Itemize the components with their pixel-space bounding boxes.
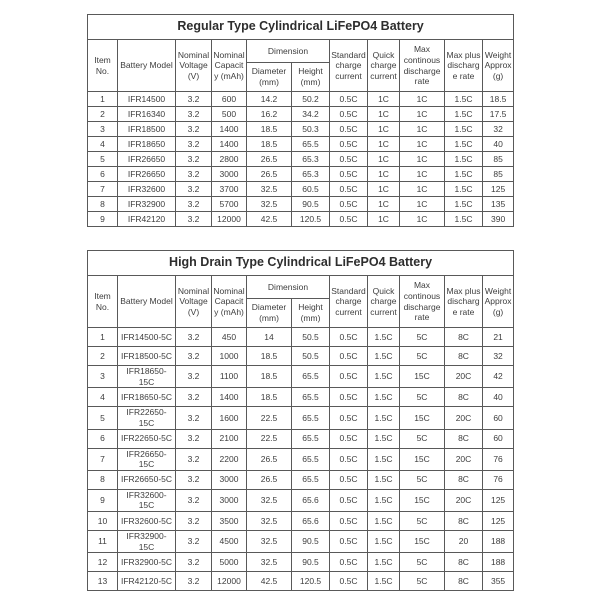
cell: 3.2 bbox=[176, 407, 212, 429]
cell: 120.5 bbox=[292, 212, 330, 227]
cell: 18.5 bbox=[247, 122, 292, 137]
cell: 42.5 bbox=[247, 572, 292, 591]
cell: 26.5 bbox=[247, 470, 292, 489]
cell: 125 bbox=[483, 489, 514, 511]
cell: 3.2 bbox=[176, 92, 212, 107]
cell: 1C bbox=[368, 197, 400, 212]
cell: 0.5C bbox=[330, 137, 368, 152]
cell: 32.5 bbox=[247, 489, 292, 511]
cell: 8C bbox=[445, 553, 483, 572]
cell: 14 bbox=[247, 328, 292, 347]
cell: 40 bbox=[483, 388, 514, 407]
cell: 76 bbox=[483, 470, 514, 489]
table-title: Regular Type Cylindrical LiFePO4 Battery bbox=[88, 15, 514, 40]
col-header-max-continous: Max continous discharge rate bbox=[400, 40, 445, 92]
cell: 3 bbox=[88, 122, 118, 137]
cell: 18.5 bbox=[247, 388, 292, 407]
cell: 15C bbox=[400, 407, 445, 429]
cell: 5000 bbox=[212, 553, 247, 572]
col-header-battery-model: Battery Model bbox=[118, 276, 176, 328]
col-header-nominal-voltage: Nominal Voltage (V) bbox=[176, 40, 212, 92]
col-header-item-no: Item No. bbox=[88, 276, 118, 328]
cell: 65.3 bbox=[292, 152, 330, 167]
cell: 18.5 bbox=[483, 92, 514, 107]
cell: 1 bbox=[88, 328, 118, 347]
cell: 20C bbox=[445, 407, 483, 429]
cell: 3.2 bbox=[176, 122, 212, 137]
cell: 1.5C bbox=[368, 347, 400, 366]
col-header-max-continous: Max continous discharge rate bbox=[400, 276, 445, 328]
table-row bbox=[88, 328, 514, 347]
cell: 8 bbox=[88, 197, 118, 212]
table-row bbox=[88, 448, 514, 470]
cell: 1.5C bbox=[445, 197, 483, 212]
cell: 5 bbox=[88, 152, 118, 167]
cell: 50.5 bbox=[292, 347, 330, 366]
cell: 3 bbox=[88, 366, 118, 388]
cell: 1.5C bbox=[368, 388, 400, 407]
table-row bbox=[88, 122, 514, 137]
cell: 125 bbox=[483, 182, 514, 197]
col-header-nominal-capacity: Nominal Capacity (mAh) bbox=[212, 276, 247, 328]
cell: 32.5 bbox=[247, 197, 292, 212]
col-header-standard-charge: Standard charge current bbox=[330, 40, 368, 92]
cell: 32.5 bbox=[247, 182, 292, 197]
cell: 1C bbox=[400, 107, 445, 122]
col-header-diameter: Diameter (mm) bbox=[247, 63, 292, 92]
col-header-battery-model: Battery Model bbox=[118, 40, 176, 92]
cell: IFR18650-5C bbox=[118, 388, 176, 407]
col-header-nominal-capacity: Nominal Capacity (mAh) bbox=[212, 40, 247, 92]
cell: 65.3 bbox=[292, 167, 330, 182]
cell: IFR32600 bbox=[118, 182, 176, 197]
regular-type-battery-table bbox=[87, 14, 514, 227]
cell: 1.5C bbox=[368, 531, 400, 553]
cell: 32 bbox=[483, 347, 514, 366]
cell: 1C bbox=[368, 212, 400, 227]
table-row bbox=[88, 167, 514, 182]
cell: 26.5 bbox=[247, 152, 292, 167]
col-header-quick-charge: Quick charge current bbox=[368, 276, 400, 328]
cell: 65.5 bbox=[292, 388, 330, 407]
cell: 5C bbox=[400, 553, 445, 572]
cell: 22.5 bbox=[247, 429, 292, 448]
cell: 3700 bbox=[212, 182, 247, 197]
cell: 7 bbox=[88, 448, 118, 470]
cell: 1.5C bbox=[368, 407, 400, 429]
cell: 85 bbox=[483, 152, 514, 167]
cell: 390 bbox=[483, 212, 514, 227]
cell: 65.5 bbox=[292, 366, 330, 388]
cell: 0.5C bbox=[330, 512, 368, 531]
cell: 1C bbox=[400, 182, 445, 197]
cell: 188 bbox=[483, 531, 514, 553]
cell: 0.5C bbox=[330, 388, 368, 407]
cell: IFR18650 bbox=[118, 137, 176, 152]
cell: 8C bbox=[445, 388, 483, 407]
cell: 1.5C bbox=[445, 182, 483, 197]
cell: 26.5 bbox=[247, 167, 292, 182]
cell: 3.2 bbox=[176, 212, 212, 227]
cell: 76 bbox=[483, 448, 514, 470]
cell: 5C bbox=[400, 347, 445, 366]
cell: 1C bbox=[368, 137, 400, 152]
cell: 26.5 bbox=[247, 448, 292, 470]
table-row bbox=[88, 92, 514, 107]
cell: 3.2 bbox=[176, 328, 212, 347]
cell: 0.5C bbox=[330, 197, 368, 212]
cell: 6 bbox=[88, 167, 118, 182]
cell: 1C bbox=[400, 167, 445, 182]
cell: 125 bbox=[483, 512, 514, 531]
cell: 1C bbox=[400, 212, 445, 227]
table-row bbox=[88, 137, 514, 152]
cell: IFR26650 bbox=[118, 167, 176, 182]
cell: 15C bbox=[400, 489, 445, 511]
cell: 1C bbox=[400, 122, 445, 137]
col-header-height: Height (mm) bbox=[292, 299, 330, 328]
cell: 1C bbox=[400, 197, 445, 212]
cell: 5700 bbox=[212, 197, 247, 212]
table-row bbox=[88, 531, 514, 553]
table-title: High Drain Type Cylindrical LiFePO4 Battery bbox=[88, 251, 514, 276]
cell: 4500 bbox=[212, 531, 247, 553]
cell: 0.5C bbox=[330, 92, 368, 107]
cell: 3000 bbox=[212, 167, 247, 182]
table-row bbox=[88, 197, 514, 212]
cell: IFR22650-15C bbox=[118, 407, 176, 429]
cell: 32 bbox=[483, 122, 514, 137]
cell: IFR26650-5C bbox=[118, 470, 176, 489]
cell: 85 bbox=[483, 167, 514, 182]
cell: 7 bbox=[88, 182, 118, 197]
cell: 50.5 bbox=[292, 328, 330, 347]
cell: 450 bbox=[212, 328, 247, 347]
table-row bbox=[88, 470, 514, 489]
cell: IFR32900-5C bbox=[118, 553, 176, 572]
cell: 1C bbox=[400, 137, 445, 152]
cell: IFR32600-5C bbox=[118, 512, 176, 531]
cell: 8C bbox=[445, 347, 483, 366]
cell: 90.5 bbox=[292, 553, 330, 572]
cell: 0.5C bbox=[330, 429, 368, 448]
cell: 1.5C bbox=[368, 328, 400, 347]
cell: 1.5C bbox=[368, 470, 400, 489]
cell: 0.5C bbox=[330, 122, 368, 137]
cell: 60.5 bbox=[292, 182, 330, 197]
cell: 0.5C bbox=[330, 107, 368, 122]
cell: 0.5C bbox=[330, 407, 368, 429]
cell: 600 bbox=[212, 92, 247, 107]
cell: 1C bbox=[368, 167, 400, 182]
cell: 12000 bbox=[212, 212, 247, 227]
cell: 1C bbox=[400, 152, 445, 167]
cell: 15C bbox=[400, 531, 445, 553]
cell: 65.5 bbox=[292, 448, 330, 470]
cell: IFR32900 bbox=[118, 197, 176, 212]
cell: 12000 bbox=[212, 572, 247, 591]
col-header-quick-charge: Quick charge current bbox=[368, 40, 400, 92]
cell: 3.2 bbox=[176, 572, 212, 591]
cell: 1.5C bbox=[445, 137, 483, 152]
cell: IFR22650-5C bbox=[118, 429, 176, 448]
cell: 10 bbox=[88, 512, 118, 531]
cell: 188 bbox=[483, 553, 514, 572]
cell: IFR42120 bbox=[118, 212, 176, 227]
cell: 8C bbox=[445, 572, 483, 591]
cell: 2100 bbox=[212, 429, 247, 448]
cell: 8C bbox=[445, 512, 483, 531]
col-header-dimension: Dimension bbox=[247, 40, 330, 63]
cell: 65.6 bbox=[292, 512, 330, 531]
cell: 1.5C bbox=[368, 572, 400, 591]
cell: 8 bbox=[88, 470, 118, 489]
cell: IFR16340 bbox=[118, 107, 176, 122]
cell: 32.5 bbox=[247, 553, 292, 572]
table-row bbox=[88, 182, 514, 197]
cell: 20C bbox=[445, 489, 483, 511]
cell: IFR18500-5C bbox=[118, 347, 176, 366]
cell: 3.2 bbox=[176, 512, 212, 531]
cell: 3.2 bbox=[176, 448, 212, 470]
cell: 14.2 bbox=[247, 92, 292, 107]
cell: 12 bbox=[88, 553, 118, 572]
cell: 1000 bbox=[212, 347, 247, 366]
cell: 1400 bbox=[212, 388, 247, 407]
cell: 5C bbox=[400, 429, 445, 448]
cell: 4 bbox=[88, 137, 118, 152]
cell: 21 bbox=[483, 328, 514, 347]
cell: 1.5C bbox=[445, 167, 483, 182]
cell: 1.5C bbox=[368, 429, 400, 448]
cell: 355 bbox=[483, 572, 514, 591]
cell: 11 bbox=[88, 531, 118, 553]
table-row bbox=[88, 572, 514, 591]
cell: 1.5C bbox=[445, 212, 483, 227]
col-header-max-plus: Max plus discharge rate bbox=[445, 40, 483, 92]
col-header-dimension: Dimension bbox=[247, 276, 330, 299]
cell: 3.2 bbox=[176, 470, 212, 489]
cell: 32.5 bbox=[247, 531, 292, 553]
table-row bbox=[88, 107, 514, 122]
table-row bbox=[88, 512, 514, 531]
cell: 18.5 bbox=[247, 137, 292, 152]
cell: 0.5C bbox=[330, 167, 368, 182]
cell: 3.2 bbox=[176, 347, 212, 366]
cell: 1400 bbox=[212, 137, 247, 152]
cell: 1.5C bbox=[368, 366, 400, 388]
cell: 4 bbox=[88, 388, 118, 407]
cell: 50.2 bbox=[292, 92, 330, 107]
cell: 0.5C bbox=[330, 448, 368, 470]
cell: 1C bbox=[368, 182, 400, 197]
cell: 9 bbox=[88, 212, 118, 227]
cell: 20 bbox=[445, 531, 483, 553]
cell: 16.2 bbox=[247, 107, 292, 122]
cell: 0.5C bbox=[330, 347, 368, 366]
cell: 6 bbox=[88, 429, 118, 448]
cell: 1.5C bbox=[368, 553, 400, 572]
cell: 1C bbox=[368, 92, 400, 107]
cell: 3.2 bbox=[176, 152, 212, 167]
cell: 3.2 bbox=[176, 137, 212, 152]
cell: 5C bbox=[400, 470, 445, 489]
cell: 60 bbox=[483, 429, 514, 448]
cell: 5C bbox=[400, 512, 445, 531]
col-header-weight: Weight Approx (g) bbox=[483, 40, 514, 92]
cell: IFR26650-15C bbox=[118, 448, 176, 470]
cell: 13 bbox=[88, 572, 118, 591]
cell: 8C bbox=[445, 470, 483, 489]
cell: 18.5 bbox=[247, 366, 292, 388]
col-header-standard-charge: Standard charge current bbox=[330, 276, 368, 328]
cell: 0.5C bbox=[330, 212, 368, 227]
cell: 3.2 bbox=[176, 388, 212, 407]
cell: 1.5C bbox=[445, 122, 483, 137]
cell: IFR14500 bbox=[118, 92, 176, 107]
cell: IFR32900-15C bbox=[118, 531, 176, 553]
cell: 65.6 bbox=[292, 489, 330, 511]
cell: 22.5 bbox=[247, 407, 292, 429]
cell: IFR32600-15C bbox=[118, 489, 176, 511]
col-header-height: Height (mm) bbox=[292, 63, 330, 92]
col-header-nominal-voltage: Nominal Voltage (V) bbox=[176, 276, 212, 328]
cell: 1C bbox=[368, 122, 400, 137]
cell: 8C bbox=[445, 328, 483, 347]
cell: 65.5 bbox=[292, 407, 330, 429]
cell: 500 bbox=[212, 107, 247, 122]
cell: 15C bbox=[400, 366, 445, 388]
table-row bbox=[88, 366, 514, 388]
cell: 0.5C bbox=[330, 470, 368, 489]
table-row bbox=[88, 388, 514, 407]
cell: 8C bbox=[445, 429, 483, 448]
cell: 40 bbox=[483, 137, 514, 152]
cell: 1.5C bbox=[445, 152, 483, 167]
cell: IFR18500 bbox=[118, 122, 176, 137]
cell: 0.5C bbox=[330, 366, 368, 388]
col-header-item-no: Item No. bbox=[88, 40, 118, 92]
cell: 1.5C bbox=[368, 448, 400, 470]
table-row bbox=[88, 489, 514, 511]
cell: 65.5 bbox=[292, 137, 330, 152]
cell: 65.5 bbox=[292, 470, 330, 489]
cell: 3000 bbox=[212, 489, 247, 511]
cell: 20C bbox=[445, 448, 483, 470]
cell: 20C bbox=[445, 366, 483, 388]
cell: 1.5C bbox=[368, 489, 400, 511]
cell: 0.5C bbox=[330, 182, 368, 197]
cell: 0.5C bbox=[330, 489, 368, 511]
cell: 1400 bbox=[212, 122, 247, 137]
cell: 3.2 bbox=[176, 429, 212, 448]
table-row bbox=[88, 407, 514, 429]
cell: IFR18650-15C bbox=[118, 366, 176, 388]
cell: 2 bbox=[88, 107, 118, 122]
cell: 1.5C bbox=[445, 107, 483, 122]
cell: 3.2 bbox=[176, 197, 212, 212]
cell: 3000 bbox=[212, 470, 247, 489]
table-row bbox=[88, 152, 514, 167]
cell: 3.2 bbox=[176, 489, 212, 511]
cell: IFR14500-5C bbox=[118, 328, 176, 347]
cell: 1C bbox=[400, 92, 445, 107]
cell: 5C bbox=[400, 328, 445, 347]
cell: 5 bbox=[88, 407, 118, 429]
high-drain-battery-table bbox=[87, 250, 514, 591]
col-header-diameter: Diameter (mm) bbox=[247, 299, 292, 328]
cell: 0.5C bbox=[330, 572, 368, 591]
cell: 135 bbox=[483, 197, 514, 212]
cell: 32.5 bbox=[247, 512, 292, 531]
cell: 1.5C bbox=[445, 92, 483, 107]
cell: 0.5C bbox=[330, 328, 368, 347]
table-row bbox=[88, 212, 514, 227]
cell: 65.5 bbox=[292, 429, 330, 448]
table-row bbox=[88, 347, 514, 366]
cell: 42 bbox=[483, 366, 514, 388]
cell: 5C bbox=[400, 388, 445, 407]
cell: 60 bbox=[483, 407, 514, 429]
cell: 3.2 bbox=[176, 182, 212, 197]
col-header-weight: Weight Approx (g) bbox=[483, 276, 514, 328]
cell: 1100 bbox=[212, 366, 247, 388]
cell: 17.5 bbox=[483, 107, 514, 122]
cell: 90.5 bbox=[292, 531, 330, 553]
cell: 0.5C bbox=[330, 152, 368, 167]
cell: 0.5C bbox=[330, 531, 368, 553]
cell: 1C bbox=[368, 107, 400, 122]
cell: 0.5C bbox=[330, 553, 368, 572]
cell: 3500 bbox=[212, 512, 247, 531]
cell: 3.2 bbox=[176, 553, 212, 572]
cell: 50.3 bbox=[292, 122, 330, 137]
cell: 5C bbox=[400, 572, 445, 591]
table-row bbox=[88, 429, 514, 448]
cell: 1C bbox=[368, 152, 400, 167]
cell: 3.2 bbox=[176, 366, 212, 388]
col-header-max-plus: Max plus discharge rate bbox=[445, 276, 483, 328]
cell: 34.2 bbox=[292, 107, 330, 122]
cell: IFR42120-5C bbox=[118, 572, 176, 591]
cell: 2 bbox=[88, 347, 118, 366]
cell: 2800 bbox=[212, 152, 247, 167]
cell: 1.5C bbox=[368, 512, 400, 531]
cell: 9 bbox=[88, 489, 118, 511]
cell: 3.2 bbox=[176, 107, 212, 122]
cell: 2200 bbox=[212, 448, 247, 470]
cell: 120.5 bbox=[292, 572, 330, 591]
cell: 1600 bbox=[212, 407, 247, 429]
cell: 18.5 bbox=[247, 347, 292, 366]
cell: 1 bbox=[88, 92, 118, 107]
cell: 15C bbox=[400, 448, 445, 470]
cell: 3.2 bbox=[176, 167, 212, 182]
cell: 3.2 bbox=[176, 531, 212, 553]
table-row bbox=[88, 553, 514, 572]
cell: 90.5 bbox=[292, 197, 330, 212]
cell: 42.5 bbox=[247, 212, 292, 227]
cell: IFR26650 bbox=[118, 152, 176, 167]
